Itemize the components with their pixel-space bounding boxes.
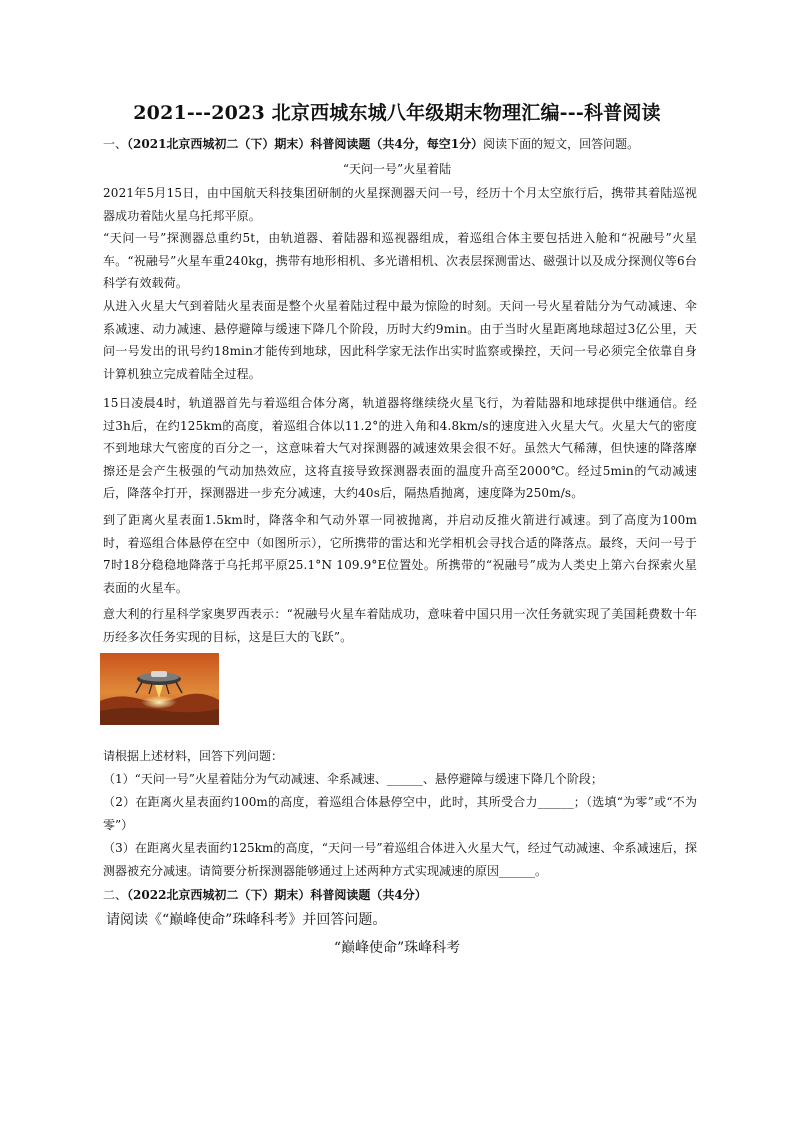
section-2-source: （2022北京西城初二（下）期末）科普阅读题（共4分） [127,888,427,902]
article-paragraph: 15日凌晨4时，轨道器首先与着巡组合体分离，轨道器将继续绕火星飞行，为着陆器和地球提供中继通信。经过3h后，在约125km的高度，着巡组合体以11.2°的进入角和4.8km/s的速度进入火星大气。火星大气的密度不到地球大气密度的百分之一，这意味着大气对探测器的减速效果会很不好。虽然大气稀薄，但快速的降落摩擦还是会产生极强的气动加热效应，这将直接导致探测器表面的温度升高至2000℃。经过5min的气动减速后，降落伞打开，探测器进一步充分减速，大约40s后，隔热盾抛离，速度降为250m/s。 [103,396,697,501]
article-paragraph: 2021年5月15日，由中国航天科技集团研制的火星探测器天问一号，经历十个月太空旅行后，携带其着陆巡视器成功着陆火星乌托邦平原。 [103,186,697,223]
mars-lander-illustration [100,653,219,725]
section-1-header [103,136,703,153]
question-3: （3）在距离火星表面约125km的高度，“天问一号”着巡组合体进入火星大气，经过气动减速、伞系减速后，探测器被充分减速。请简要分析探测器能够通过上述两种方式实现减速的原因______。 [103,841,697,878]
question-2: （2）在距离火星表面约100m的高度，着巡组合体悬停空中，此时，其所受合力______；（选填“为零”或“不为零”） [103,795,697,832]
questions-prompt: 请根据上述材料，回答下列问题： [103,749,284,763]
mars-lander-image [100,653,219,725]
section-1-instruction: 阅读下面的短文，回答问题。 [483,137,640,151]
article-1-title: “天问一号”火星着陆 [342,162,452,176]
section-1-number: 一、 [103,137,128,151]
section-1-source: （2021北京西城初二（下）期末）科普阅读题（共4分，每空1分） [127,137,484,151]
section-2-header [103,887,703,904]
article-paragraph: “天问一号”探测器总重约5t，由轨道器、着陆器和巡视器组成，着巡组合体主要包括进入舱和“祝融号”火星车。“祝融号”火星车重240kg，携带有地形相机、多光谱相机、次表层探测雷达、磁强计以及成分探测仪等6台科学有效载荷。 [103,231,697,291]
section-2-instruction: 请阅读《“巅峰使命”珠峰科考》并回答问题。 [106,912,387,928]
page-title: 2021---2023 北京西城东城八年级期末物理汇编---科普阅读 [133,102,661,124]
article-2-title: “巅峰使命”珠峰科考 [333,940,461,956]
section-2-number: 二、 [103,888,128,902]
question-1: （1）“天问一号”火星着陆分为气动减速、伞系减速、______、悬停避障与缓速下降几个阶段； [103,772,603,786]
article-paragraph: 到了距离火星表面1.5km时，降落伞和气动外罩一同被抛离，并启动反推火箭进行减速。到了高度为100m时，着巡组合体悬停在空中（如图所示），它所携带的雷达和光学相机会寻找合适的降落点。最终，天问一号于7时18分稳稳地降落于乌托邦平原25.1°N 109.9°E位置处。所携带的“祝融号”成为人类史上第六台探索火星表面的火星车。 [103,513,697,595]
article-paragraph: 从进入火星大气到着陆火星表面是整个火星着陆过程中最为惊险的时刻。天问一号火星着陆分为气动减速、伞系减速、动力减速、悬停避障与缓速下降几个阶段，历时大约9min。由于当时火星距离地球超过3亿公里，天问一号发出的讯号约18min才能传到地球，因此科学家无法作出实时监察或操控，天问一号必须完全依靠自身计算机独立完成着陆全过程。 [103,299,697,381]
article-paragraph: 意大利的行星科学家奥罗西表示：“祝融号火星车着陆成功，意味着中国只用一次任务就实现了美国耗费数十年历经多次任务实现的目标，这是巨大的飞跃”。 [103,607,697,644]
